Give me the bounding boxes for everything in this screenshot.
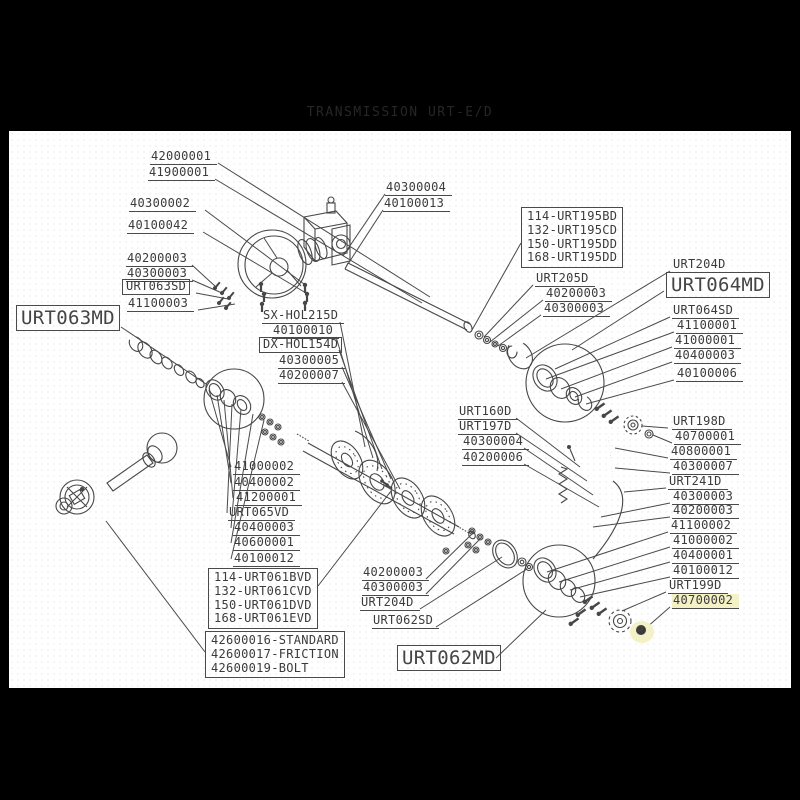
part-label-40700001: 40700001 bbox=[674, 430, 741, 445]
part-label-40300003-c: 40300003 bbox=[672, 490, 739, 505]
part-label-40300004-b: 40300004 bbox=[462, 435, 529, 450]
part-label-DX-HOL154D: DX-HOL154D bbox=[259, 337, 342, 353]
label-box-urt061 bbox=[208, 568, 318, 629]
part-label-132-URT061CVD: 132-URT061CVD bbox=[214, 583, 312, 598]
part-label-URT205D: URT205D bbox=[535, 272, 595, 287]
part-label-41900001: 41900001 bbox=[148, 166, 215, 181]
part-label-40300003-a: 40300003 bbox=[126, 267, 193, 282]
part-label-42600016-STANDARD: 42600016-STANDARD bbox=[211, 633, 339, 647]
part-label-40100012-b: 40100012 bbox=[233, 552, 300, 567]
part-label-40200003-c: 40200003 bbox=[672, 504, 739, 519]
part-label-URT198D: URT198D bbox=[672, 415, 732, 430]
part-label-40200003-d: 40200003 bbox=[362, 566, 429, 581]
part-label-114-URT195BD: 114-URT195BD bbox=[527, 209, 618, 223]
part-label-URT197D: URT197D bbox=[458, 420, 518, 435]
part-label-URT063MD: URT063MD bbox=[16, 305, 120, 331]
part-label-40200006: 40200006 bbox=[462, 451, 529, 466]
pto-shaft-drawing bbox=[345, 263, 517, 358]
part-label-40700002-highlighted: 40700002 bbox=[672, 594, 739, 609]
part-label-URT199D: URT199D bbox=[668, 579, 728, 594]
drawing-title: TRANSMISSION URT-E/D bbox=[306, 105, 494, 120]
part-label-132-URT195CD: 132-URT195CD bbox=[527, 222, 618, 237]
part-label-41000001: 41000001 bbox=[674, 334, 741, 349]
part-label-41100002: 41100002 bbox=[670, 519, 737, 534]
part-label-40300005: 40300005 bbox=[278, 354, 345, 369]
part-label-168-URT195DD: 168-URT195DD bbox=[527, 250, 618, 265]
part-label-41100003: 41100003 bbox=[127, 297, 194, 312]
part-label-40400003-c: 40400003 bbox=[233, 521, 300, 536]
part-label-URT062SD: URT062SD bbox=[372, 614, 439, 629]
right-hub-upper-drawing bbox=[502, 336, 619, 425]
part-label-40100006: 40100006 bbox=[676, 367, 743, 382]
part-label-URT160D: URT160D bbox=[458, 405, 518, 420]
part-label-URT064SD: URT064SD bbox=[672, 304, 739, 319]
axle-shaft-drawing bbox=[297, 431, 477, 542]
part-label-40100012-a: 40100012 bbox=[672, 564, 739, 579]
part-label-URT064MD: URT064MD bbox=[666, 272, 770, 298]
part-label-40600001: 40600001 bbox=[233, 536, 300, 551]
part-label-42600019-BOLT: 42600019-BOLT bbox=[211, 660, 309, 675]
part-label-41000002-b: 41000002 bbox=[233, 460, 300, 475]
part-label-168-URT061EVD: 168-URT061EVD bbox=[214, 611, 312, 626]
part-label-42000001: 42000001 bbox=[150, 150, 217, 165]
gearbox-assembly-drawing bbox=[212, 197, 350, 312]
highlighted-part-40700002 bbox=[630, 621, 654, 643]
part-label-URT204D-a: URT204D bbox=[672, 258, 732, 273]
part-label-SX-HOL215D: SX-HOL215D bbox=[262, 309, 344, 324]
part-label-150-URT061DVD: 150-URT061DVD bbox=[214, 597, 312, 612]
part-label-40100042: 40100042 bbox=[127, 219, 194, 234]
driveshaft-drawing bbox=[56, 433, 177, 514]
part-label-URT204D-b: URT204D bbox=[360, 596, 420, 611]
part-label-40100013: 40100013 bbox=[383, 197, 450, 212]
part-label-41000002-a: 41000002 bbox=[672, 534, 739, 549]
label-box-clutch bbox=[205, 631, 345, 678]
part-label-41100001: 41100001 bbox=[676, 319, 743, 334]
part-label-URT241D: URT241D bbox=[668, 475, 728, 490]
part-label-114-URT061BVD: 114-URT061BVD bbox=[214, 570, 312, 584]
part-label-40200003-a: 40200003 bbox=[126, 252, 193, 267]
part-label-40300007: 40300007 bbox=[672, 460, 739, 475]
part-label-40300003-d: 40300003 bbox=[362, 581, 429, 596]
chain-tensioner-drawing bbox=[559, 416, 653, 559]
part-label-40300003-b: 40300003 bbox=[543, 302, 610, 317]
part-label-42600017-FRICTION: 42600017-FRICTION bbox=[211, 646, 339, 661]
part-label-40800001: 40800001 bbox=[670, 445, 737, 460]
part-label-URT062MD: URT062MD bbox=[397, 645, 501, 671]
part-label-40400001: 40400001 bbox=[672, 549, 739, 564]
part-label-40400003-b: 40400003 bbox=[674, 349, 741, 364]
part-label-URT065VD: URT065VD bbox=[228, 506, 295, 521]
part-label-40400002: 40400002 bbox=[233, 476, 300, 491]
part-label-40200007: 40200007 bbox=[278, 369, 345, 384]
label-box-urt195 bbox=[521, 207, 623, 268]
part-label-40100010: 40100010 bbox=[272, 324, 339, 339]
part-label-URT063SD: URT063SD bbox=[122, 279, 190, 295]
part-label-41200001: 41200001 bbox=[235, 491, 302, 506]
part-label-40300004-a: 40300004 bbox=[385, 181, 452, 196]
part-label-40200003-b: 40200003 bbox=[545, 287, 612, 302]
drawing-sheet bbox=[9, 131, 791, 688]
right-hub-lower-drawing bbox=[443, 528, 631, 632]
part-label-40300002: 40300002 bbox=[129, 197, 196, 212]
part-label-150-URT195DD: 150-URT195DD bbox=[527, 236, 618, 251]
